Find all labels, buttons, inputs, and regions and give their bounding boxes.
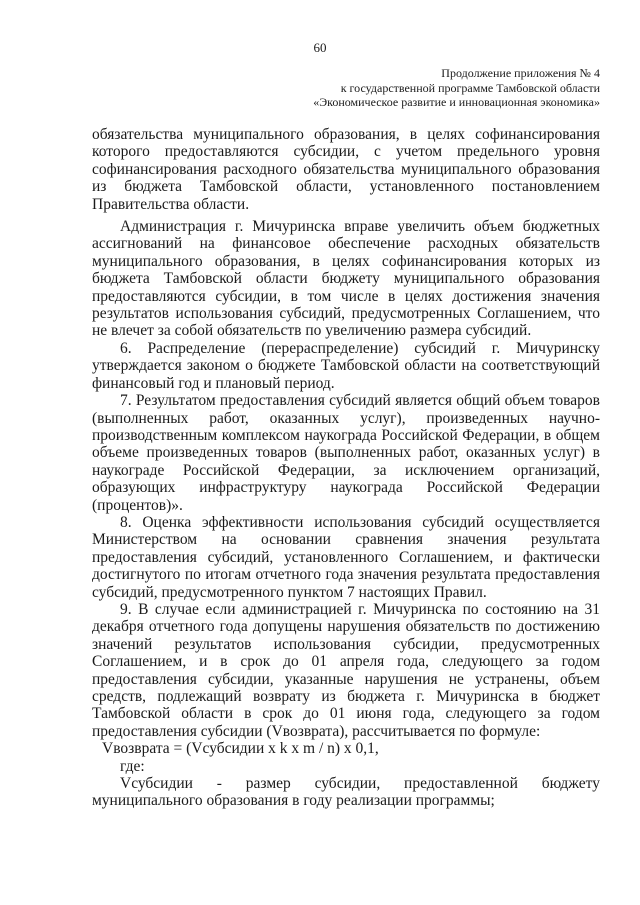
header-line-1: Продолжение приложения № 4 [441, 66, 600, 80]
paragraph-continuation: обязательства муниципального образования, в целях софинансирования которого предоставляются субсидии, с учетом предельного уровня софинансирования расходного обязательства муниципального образования из бюджета Тамбовской области, установленного постановлением Правительства области. [92, 126, 600, 213]
formula: Vвозврата = (Vсубсидии x k x m / n) x 0,1, [102, 740, 379, 758]
paragraph-6: 6. Распределение (перераспределение) субсидий г. Мичуринску утверждается законом о бюджете Тамбовской области на соответствующий финансовый год и плановый период. [92, 339, 600, 392]
paragraph-7: 7. Результатом предоставления субсидий является общий объем товаров (выполненных работ, оказанных услуг), произведенных научно-производственным комплексом наукограда Российской Федерации, в общем объеме произведенных товаров (выполненных работ, оказанных услуг) в наукограде Российской Федерации, за исключением организаций, образующих инфраструктуру наукограда Российской Федерации (процентов)». [92, 392, 600, 514]
header-line-3: «Экономическое развитие и инновационная экономика» [313, 95, 600, 109]
paragraph-8: 8. Оценка эффективности использования субсидий осуществляется Министерством на основании сравнения значения результата предоставления субсидий, установленного Соглашением, и фактически достигнутого по итогам отчетного года значения результата предоставления субсидий, предусмотренного пунктом 7 настоящих Правил. [92, 513, 600, 601]
paragraph-administration: Администрация г. Мичуринска вправе увеличить объем бюджетных ассигнований на финансовое обеспечение расходных обязательств муниципального образования, в целях софинансирования которых из бюджета Тамбовской области бюджету муниципального образования предоставляются субсидии, в том числе в целях достижения значения результатов использования субсидий, предусмотренных Соглашением, что не влечет за собой обязательств по увеличению размера субсидий. [92, 218, 600, 340]
where-label: где: [120, 757, 145, 775]
page-number: 60 [313, 40, 327, 55]
paragraph-9: 9. В случае если администрацией г. Мичуринска по состоянию на 31 декабря отчетного года допущены нарушения обязательств по достижению значений результатов использования субсидии, предусмотренных Соглашением, и в срок до 01 апреля года, следующего за годом предоставления субсидии, указанные нарушения не устранены, объем средств, подлежащий возврату из бюджета г. Мичуринска в бюджет Тамбовской области в срок до 01 июня года, следующего за годом предоставления субсидии (Vвозврата), рассчитывается по формуле: [92, 600, 600, 740]
header-line-2: к государственной программе Тамбовской области [340, 80, 600, 95]
appendix-header [313, 66, 600, 110]
definition-vsubsidii: Vсубсидии - размер субсидии, предоставленной бюджету муниципального образования в году реализации программы; [92, 775, 600, 810]
document-body [92, 126, 600, 810]
